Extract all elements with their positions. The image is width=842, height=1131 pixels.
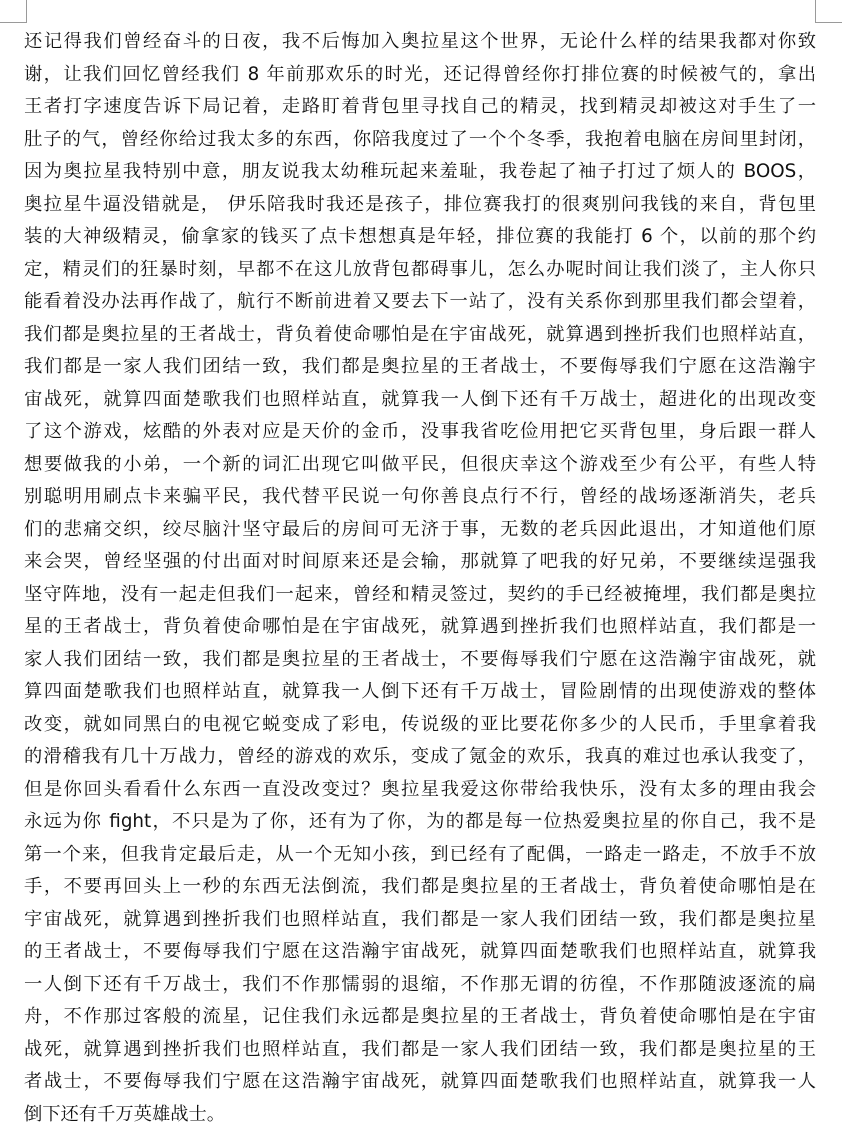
text-line: 了这个游戏，炫酷的外表对应是天价的金币，没事我省吃俭用把它买背包里，身后跟一群人 bbox=[24, 416, 816, 449]
text-line: 宇宙战死，就算遇到挫折我们也照样站直，我们都是一家人我们团结一致，我们都是奥拉星 bbox=[24, 904, 816, 937]
page-corner-top-right-mark bbox=[815, 0, 842, 23]
text-line: 手，不要再回头上一秒的东西无法倒流，我们都是奥拉星的王者战士，背负着使命哪怕是在 bbox=[24, 871, 816, 904]
text-line: 定，精灵们的狂暴时刻，早都不在这儿放背包都碍事儿，怎么办呢时间让我们淡了，主人你只 bbox=[24, 254, 816, 287]
text-line: 还记得我们曾经奋斗的日夜，我不后悔加入奥拉星这个世界，无论什么样的结果我都对你致 bbox=[24, 26, 816, 59]
text-line: 因为奥拉星我特别中意，朋友说我太幼稚玩起来羞耻，我卷起了袖子打过了烦人的 BOOS， bbox=[24, 156, 816, 189]
text-line: 家人我们团结一致，我们都是奥拉星的王者战士，不要侮辱我们宁愿在这浩瀚宇宙战死，就 bbox=[24, 644, 816, 677]
text-line: 算四面楚歌我们也照样站直，就算我一人倒下还有千万战士，冒险剧情的出现使游戏的整体 bbox=[24, 676, 816, 709]
text-line: 一人倒下还有千万战士，我们不作那懦弱的退缩，不作那无谓的彷徨，不作那随波逐流的扁 bbox=[24, 969, 816, 1002]
text-line: 装的大神级精灵，偷拿家的钱买了点卡想想真是年轻，排位赛的我能打 6 个，以前的那个约 bbox=[24, 221, 816, 254]
text-line: 坚守阵地，没有一起走但我们一起来，曾经和精灵签过，契约的手已经被掩埋，我们都是奥拉 bbox=[24, 579, 816, 612]
text-line: 肚子的气，曾经你给过我太多的东西，你陪我度过了一个个冬季，我抱着电脑在房间里封闭， bbox=[24, 124, 816, 157]
text-line: 我们都是奥拉星的王者战士，背负着使命哪怕是在宇宙战死，就算遇到挫折我们也照样站直， bbox=[24, 319, 816, 352]
text-line: 战死，就算遇到挫折我们也照样站直，我们都是一家人我们团结一致，我们都是奥拉星的王 bbox=[24, 1034, 816, 1067]
text-line: 宙战死，就算四面楚歌我们也照样站直，就算我一人倒下还有千万战士，超进化的出现改变 bbox=[24, 384, 816, 417]
text-line: 能看着没办法再作战了，航行不断前进着又要去下一站了，没有关系你到那里我们都会望着， bbox=[24, 286, 816, 319]
text-line: 我们都是一家人我们团结一致，我们都是奥拉星的王者战士，不要侮辱我们宁愿在这浩瀚宇 bbox=[24, 351, 816, 384]
text-line: 倒下还有千万英雄战士。 bbox=[24, 1099, 816, 1131]
text-line: 奥拉星牛逼没错就是， 伊乐陪我时我还是孩子，排位赛我打的很爽别问我钱的来自，背包里 bbox=[24, 189, 816, 222]
text-line: 王者打字速度告诉下局记着，走路盯着背包里寻找自己的精灵，找到精灵却被这对手生了一 bbox=[24, 91, 816, 124]
text-line: 者战士，不要侮辱我们宁愿在这浩瀚宇宙战死，就算四面楚歌我们也照样站直，就算我一人 bbox=[24, 1066, 816, 1099]
text-line: 来会哭，曾经坚强的付出面对时间原来还是会输，那就算了吧我的好兄弟，不要继续逞强我 bbox=[24, 546, 816, 579]
text-line: 谢，让我们回忆曾经我们 8 年前那欢乐的时光，还记得曾经你打排位赛的时候被气的，拿出 bbox=[24, 59, 816, 92]
text-line: 的滑稽我有几十万战力，曾经的游戏的欢乐，变成了氪金的欢乐，我真的难过也承认我变了， bbox=[24, 741, 816, 774]
text-line: 第一个来，但我肯定最后走，从一个无知小孩，到已经有了配偶，一路走一路走，不放手不放 bbox=[24, 839, 816, 872]
text-line: 的王者战士，不要侮辱我们宁愿在这浩瀚宇宙战死，就算四面楚歌我们也照样站直，就算我 bbox=[24, 936, 816, 969]
text-line: 星的王者战士，背负着使命哪怕是在宇宙战死，就算遇到挫折我们也照样站直，我们都是一 bbox=[24, 611, 816, 644]
text-line: 们的悲痛交织，绞尽脑汁坚守最后的房间可无济于事，无数的老兵因此退出，才知道他们原 bbox=[24, 514, 816, 547]
text-line: 想要做我的小弟，一个新的词汇出现它叫做平民，但很庆幸这个游戏至少有公平，有些人特 bbox=[24, 449, 816, 482]
document-body bbox=[24, 26, 816, 1131]
text-line: 但是你回头看看什么东西一直没改变过？奥拉星我爱这你带给我快乐，没有太多的理由我会 bbox=[24, 774, 816, 807]
text-line: 舟，不作那过客般的流星，记住我们永远都是奥拉星的王者战士，背负着使命哪怕是在宇宙 bbox=[24, 1001, 816, 1034]
text-line: 别聪明用刷点卡来骗平民，我代替平民说一句你善良点行不行，曾经的战场逐渐消失，老兵 bbox=[24, 481, 816, 514]
text-line: 永远为你 fight，不只是为了你，还有为了你，为的都是每一位热爱奥拉星的你自己，我不是 bbox=[24, 806, 816, 839]
page-corner-top-left-mark bbox=[0, 0, 27, 23]
text-line: 改变，就如同黑白的电视它蜕变成了彩电，传说级的亚比要花你多少的人民币，手里拿着我 bbox=[24, 709, 816, 742]
